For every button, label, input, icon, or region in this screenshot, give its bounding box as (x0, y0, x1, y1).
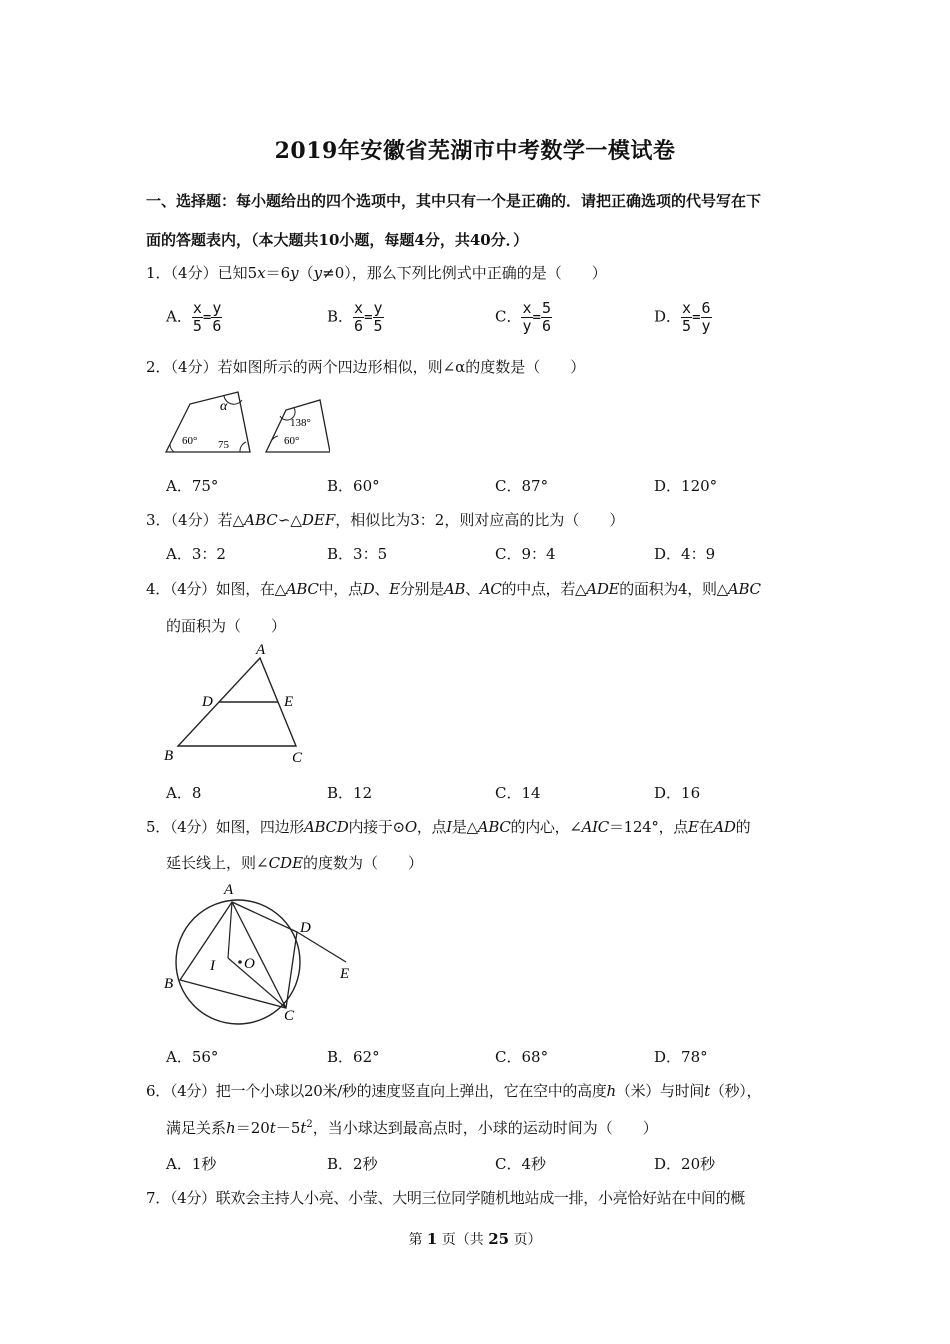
q3-option-c[interactable]: C．9：4 (495, 545, 556, 563)
q6-option-c[interactable]: C．4秒 (495, 1155, 547, 1173)
q4-triangle-figure (160, 638, 310, 770)
q5-center-dot (238, 960, 242, 964)
q5-extension-de (297, 932, 346, 962)
q2-option-b[interactable]: B．60° (327, 477, 380, 495)
q2-stem: 2．（4分）若如图所示的两个四边形相似，则∠α的度数是（ ） (146, 358, 586, 376)
q1-option-b[interactable]: B． $\frac{x}{6}$ = $\frac{y}{5}$ (327, 299, 383, 335)
q2-right-angle-60: 60° (284, 435, 300, 447)
q4-option-a[interactable]: A．8 (166, 784, 202, 802)
q5-option-d[interactable]: D．78° (654, 1048, 708, 1066)
q4-stem-line2: 的面积为（ ） (166, 617, 287, 635)
q4-label-d: D (202, 694, 213, 710)
q4-option-c[interactable]: C．14 (495, 784, 541, 802)
q3-stem: 3．（4分）若△ABC∽△DEF，相似比为3：2，则对应高的比为（ ） (146, 511, 625, 529)
q5-option-c[interactable]: C．68° (495, 1048, 549, 1066)
page-number: 1 (426, 1230, 438, 1248)
q5-label-i: I (210, 958, 215, 974)
q5-circle-figure (160, 878, 360, 1028)
q2-option-c[interactable]: C．87° (495, 477, 549, 495)
q4-option-d[interactable]: D．16 (654, 784, 701, 802)
q1-option-c[interactable]: C． $\frac{x}{y}$ = $\frac{5}{6}$ (495, 299, 551, 335)
q5-label-c: C (284, 1008, 295, 1024)
q5-label-e: E (340, 966, 350, 982)
q5-option-a[interactable]: A．56° (166, 1048, 219, 1066)
q7-stem: 7．（4分）联欢会主持人小亮、小莹、大明三位同学随机地站成一排，小亮恰好站在中间的概 (146, 1189, 745, 1207)
q5-stem-line2: 延长线上，则∠CDE的度数为（ ） (166, 854, 424, 872)
q2-option-a[interactable]: A．75° (166, 477, 219, 495)
q3-option-a[interactable]: A．3：2 (166, 545, 226, 563)
q5-label-b: B (164, 976, 174, 992)
section-instructions-line2: 面的答题表内，（本大题共10小题，每题4分，共40分．） (146, 231, 529, 249)
q6-stem-line2: 满足关系$h=20t-5t^2$，当小球达到最高点时，小球的运动时间为（ ） (166, 1119, 658, 1137)
q5-stem: 5．（4分）如图，四边形ABCD内接于⊙O，点I是△ABC的内心，∠AIC＝124°，点E在AD的 (146, 818, 751, 836)
page-footer: 第 1 页（共 25 页） (408, 1230, 542, 1248)
q4-label-a: A (256, 642, 266, 658)
q5-diagonal-ac (232, 902, 286, 1008)
q2-figure (160, 386, 330, 458)
q5-label-o: O (244, 956, 255, 972)
q6-option-b[interactable]: B．2秒 (327, 1155, 378, 1173)
page-title: 2019年安徽省芜湖市中考数学一模试卷 (274, 138, 676, 164)
q2-right-angle-138: 138° (290, 417, 311, 429)
q6-stem: 6．（4分）把一个小球以20米/秒的速度竖直向上弹出，它在空中的高度h（米）与时间t（秒）， (146, 1082, 762, 1100)
q5-circle-o (176, 900, 300, 1024)
q5-label-d: D (300, 920, 311, 936)
q3-option-d[interactable]: D．4：9 (654, 545, 716, 563)
q4-option-b[interactable]: B．12 (327, 784, 373, 802)
q1-option-a[interactable]: A． $\frac{x}{5}$ = $\frac{y}{6}$ (166, 299, 222, 335)
q6-option-a[interactable]: A．1秒 (166, 1155, 217, 1173)
q2-alpha-label: α (220, 399, 228, 414)
q2-left-quadrilateral (166, 392, 250, 452)
q4-label-e: E (284, 694, 294, 710)
q1-stem: 1．（4分）已知5x＝6y（y≠0），那么下列比例式中正确的是（ ） (146, 264, 607, 282)
q4-label-b: B (164, 748, 174, 764)
page-total: 25 (488, 1230, 510, 1248)
q4-stem: 4．（4分）如图，在△ABC中，点D、E分别是AB、AC的中点，若△ADE的面积为4，则△ABC (146, 580, 761, 598)
q2-option-d[interactable]: D．120° (654, 477, 718, 495)
q5-option-b[interactable]: B．62° (327, 1048, 380, 1066)
q2-left-angle-75: 75 (218, 439, 229, 451)
q5-quadrilateral-abcd (180, 902, 297, 1008)
q1-option-d[interactable]: D． $\frac{x}{5}$ = $\frac{6}{y}$ (654, 299, 711, 335)
q5-label-a: A (224, 882, 234, 898)
q3-option-b[interactable]: B．3：5 (327, 545, 388, 563)
q5-segment-ai (228, 902, 232, 958)
q6-option-d[interactable]: D．20秒 (654, 1155, 716, 1173)
q4-label-c: C (292, 750, 303, 766)
section-instructions-line1: 一、选择题：每小题给出的四个选项中，其中只有一个是正确的．请把正确选项的代号写在下 (146, 192, 762, 210)
q2-left-angle-60: 60° (182, 435, 198, 447)
